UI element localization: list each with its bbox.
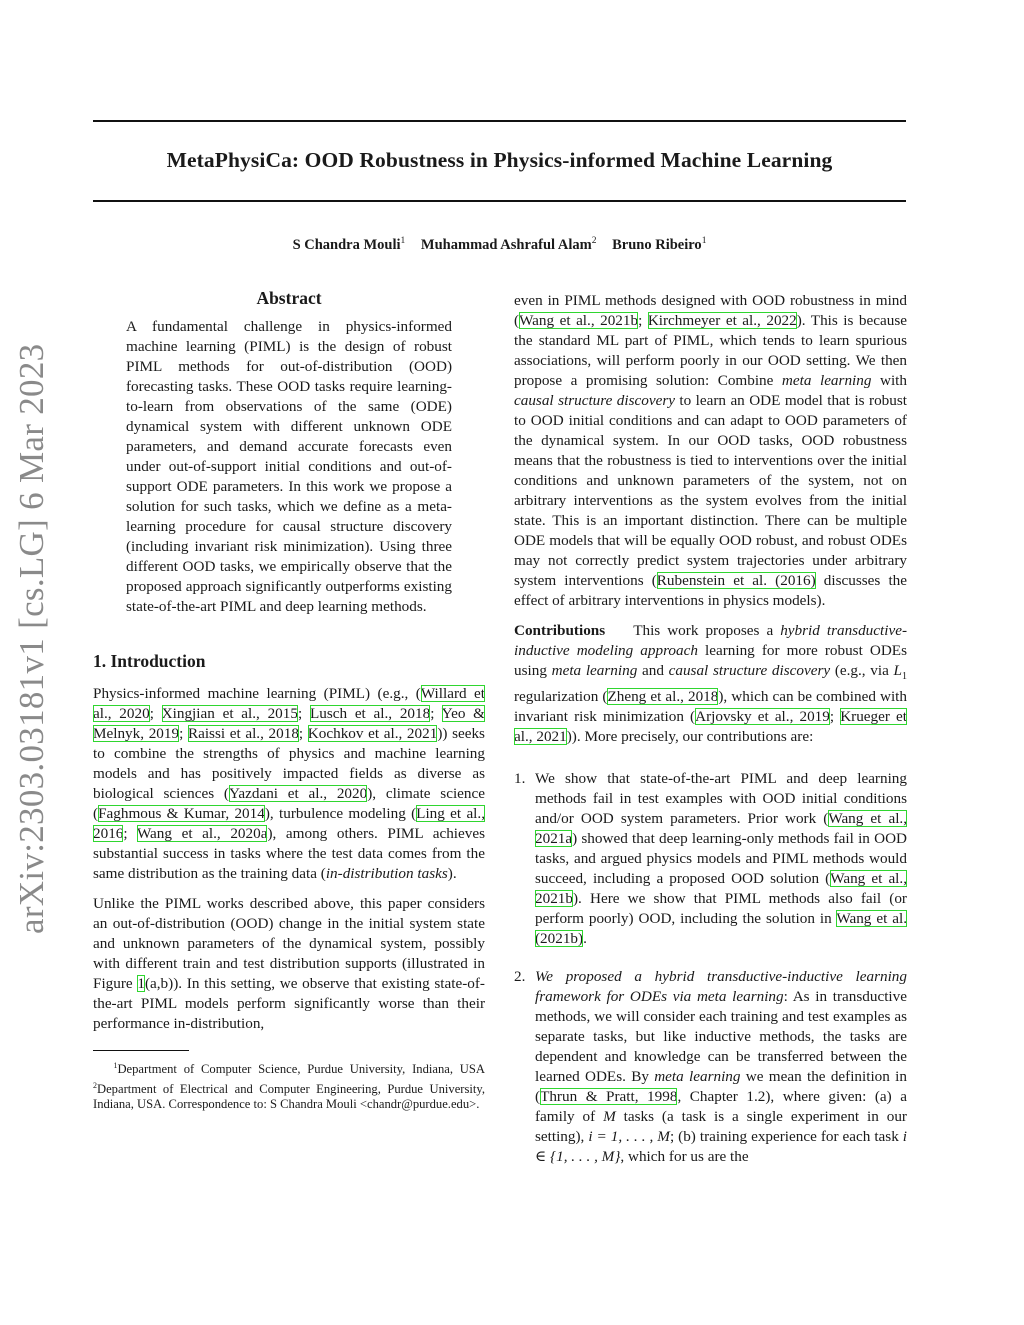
author-list (93, 236, 906, 254)
citation-link[interactable]: Wang et al., 2021b (535, 870, 907, 908)
citation-link[interactable]: Kochkov et al., 2021 (307, 725, 438, 742)
citation-link[interactable]: Kirchmeyer et al., 2022 (647, 312, 797, 329)
contributions-paragraph: Contributions This work proposes a hybrid transductive-inductive modeling approach learning for more robust ODEs using meta learning and causal structure discovery (e.g., via $L_1$ regularization (Zheng et al., 2018), which can be combined with invariant risk minimization (Arjovsky et al., 2019; Krueger et al., 2021)). More precisely, our contributions are: (514, 622, 908, 746)
list-item: 2. We proposed a hybrid transductive-inductive learning framework for ODEs via meta learning: As in transductive methods, we will consider each training and test examples as separate tasks, but like inductive methods, the tasks are dependent and knowledge can be transferred between the learned ODEs. By meta learning we mean the definition in (Thrun & Pratt, 1998, Chapter 1.2), where given: (a) a family of M tasks (a task is a single experiment in our setting), i = 1, . . . , M; (b) training experience for each task i ∈ {1, . . . , M}, which for us are the (514, 968, 908, 1166)
intro-paragraph: Physics-informed machine learning (PIML) (e.g., (Willard et al., 2020; Xingjian et al., 2015; Lusch et al., 2018; Yeo & Melnyk, 2019; Raissi et al., 2018; Kochkov et al., 2021)) seeks to combine the strengths of physics and machine learning models and has positively impacted fields as diverse as biological sciences (Yazdani et al., 2020), climate science (Faghmous & Kumar, 2014), turbulence modeling (Ling et al., 2016; Wang et al., 2020a), among others. PIML achieves substantial success in tasks where the test data comes from the same distribution as the training data (in-distribution tasks). (93, 685, 485, 882)
author-name: S Chandra Mouli (292, 236, 401, 253)
citation-link[interactable]: Rubenstein et al. (2016) (656, 572, 816, 589)
citation-link[interactable]: Krueger et al., 2021 (514, 708, 908, 746)
paper-title: MetaPhysiCa: OOD Robustness in Physics-informed Machine Learning (166, 148, 833, 172)
section-heading: 1. Introduction (93, 651, 206, 671)
citation-link[interactable]: Arjovsky et al., 2019 (695, 708, 830, 726)
citation-link[interactable]: Wang et al., 2020a (136, 825, 268, 842)
contributions-list (514, 769, 907, 1167)
author-affiliation: 2 (591, 236, 597, 246)
footnote: $^1$Department of Computer Science, Purdue University, Indiana, USA $^2$Department of Electrical and Computer Engineering, Purdue University, Indiana, USA. Correspondence to: S Chandra Mouli <chandr@purdue.edu>. (93, 1061, 485, 1112)
citation-link[interactable]: Wang et al., 2021b (519, 312, 639, 329)
citation-link[interactable]: Thrun & Pratt, 1998 (540, 1088, 678, 1106)
list-item: 1. We show that state-of-the-art PIML and deep learning methods fail in test examples with OOD initial conditions and/or OOD system parameters. Prior work (Wang et al., 2021a) showed that deep learning-only methods fail in OOD tasks, and argued physics models and PIML methods would succeed, including a proposed OOD solution (Wang et al., 2021b). Here we show that PIML methods also fail (or perform poorly) OOD, including the solution in Wang et al. (2021b). (514, 770, 908, 948)
figure-link[interactable]: 1 (137, 975, 145, 992)
body-paragraph: even in PIML methods designed with OOD robustness in mind (Wang et al., 2021b; Kirchmeyer et al., 2022). This is because the standard ML part of PIML, which tends to learn spurious associations, will perform poorly in our OOD setting. We then propose a promising solution: Combine meta learning with causal structure discovery to learn an ODE model that is robust to OOD initial conditions and can adapt to OOD parameters of the dynamical system. In our OOD tasks, OOD robustness means that the robustness is tied to interventions over the initial conditions and unknown parameters of the system, not on arbitrary interventions as the system evolves from the initial state. This is an important distinction. There can be multiple ODE models that will be equally OOD robust, and robust ODEs may not correctly predict system trajectories under arbitrary system interventions (Rubenstein et al. (2016) discusses the effect of arbitrary interventions in physics models). (514, 292, 908, 609)
paragraph-heading: Contributions (514, 622, 606, 639)
abstract-heading: Abstract (256, 288, 322, 308)
author-affiliation: 1 (400, 236, 406, 246)
citation-link[interactable]: Xingjian et al., 2015 (161, 705, 298, 722)
citation-link[interactable]: Wang et al. (2021b) (535, 910, 907, 948)
arxiv-identifier: arXiv:2303.03181v1 [cs.LG] 6 Mar 2023 (12, 343, 51, 934)
abstract-text: A fundamental challenge in physics-informed machine learning (PIML) is the design of robust PIML methods for out-of-distribution (OOD) forecasting tasks. These OOD tasks require learning-to-learn from observations of the same (ODE) dynamical system with different unknown ODE parameters, and demand accurate forecasts even under out-of-support initial conditions and out-of-support ODE parameters. In this work we propose a solution for such tasks, which we define as a meta-learning procedure for causal structure discovery (including invariant risk minimization). Using three different OOD tasks, we empirically observe that the proposed approach significantly outperforms existing state-of-the-art PIML and deep learning methods. (126, 318, 452, 615)
citation-link[interactable]: Ling et al., 2016 (93, 805, 485, 842)
citation-link[interactable]: Zheng et al., 2018 (607, 688, 719, 706)
author-name: Muhammad Ashraful Alam (420, 236, 592, 253)
citation-link[interactable]: Lusch et al., 2018 (309, 705, 431, 722)
author-affiliation: 1 (701, 236, 707, 246)
citation-link[interactable]: Yeo & Melnyk, 2019 (93, 705, 485, 742)
citation-link[interactable]: Yazdani et al., 2020 (228, 785, 368, 802)
citation-link[interactable]: Raissi et al., 2018 (187, 725, 299, 742)
footnote-rule (93, 1050, 189, 1051)
citation-link[interactable]: Faghmous & Kumar, 2014 (98, 805, 265, 822)
intro-paragraph: Unlike the PIML works described above, this paper considers an out-of-distribution (OOD) change in the initial system state and unknown parameters of the dynamical system, possibly with different train and test distribution supports (illustrated in Figure 1(a,b)). In this setting, we observe that existing state-of-the-art PIML models perform significantly worse than their performance in-distribution, (93, 895, 485, 1032)
title-top-rule (93, 120, 906, 122)
citation-link[interactable]: Willard et al., 2020 (93, 685, 485, 722)
left-column (93, 288, 485, 1113)
author-name: Bruno Ribeiro (612, 236, 702, 253)
citation-link[interactable]: Wang et al., 2021a (535, 810, 908, 848)
right-column (514, 291, 907, 1185)
title-bottom-rule (93, 200, 906, 202)
